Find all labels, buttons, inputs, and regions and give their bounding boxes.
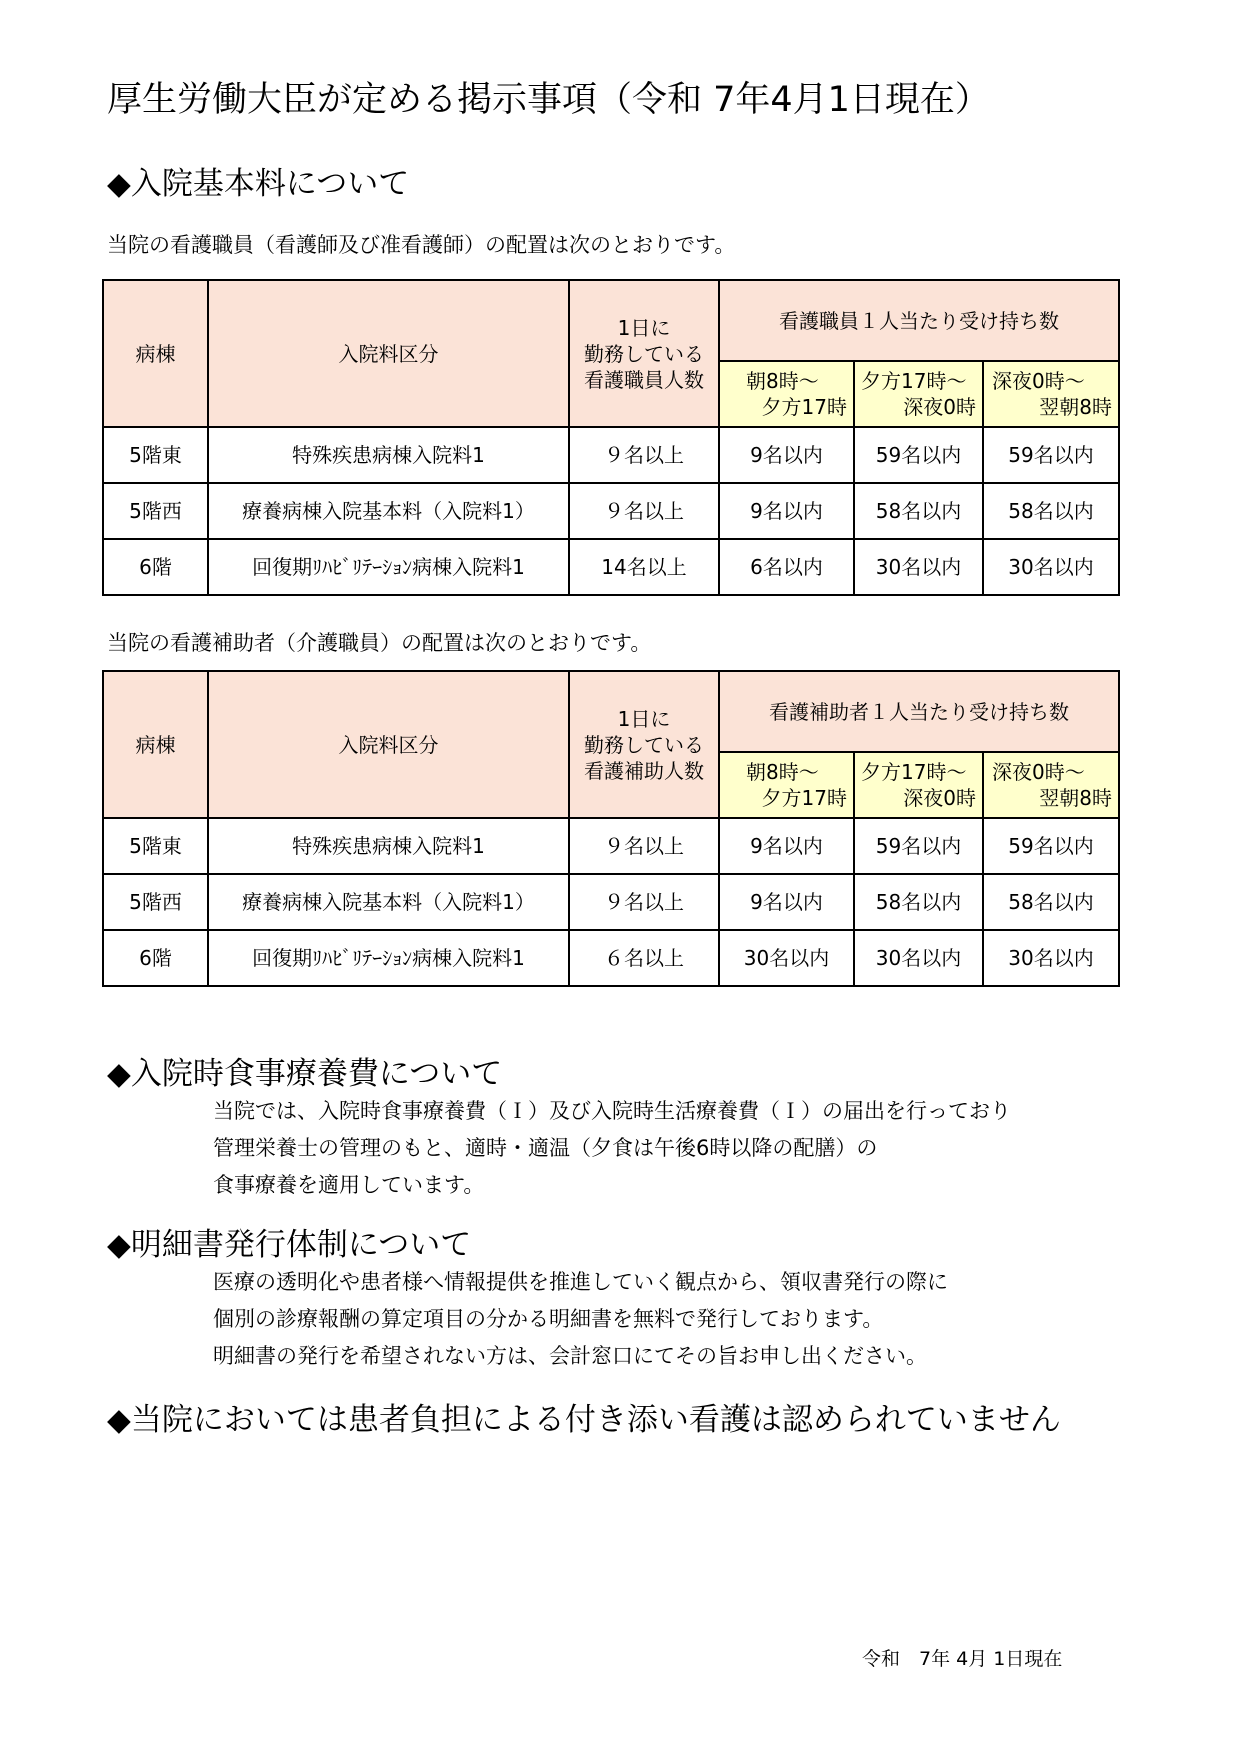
- page-title: 厚生労働大臣が定める掲示事項（令和 7年4月1日現在）: [107, 80, 990, 120]
- statement-line: 個別の診療報酬の算定項目の分かる明細書を無料で発行しております。: [213, 1307, 884, 1331]
- staff-cell: ９名以上: [569, 483, 719, 539]
- evening-ratio-cell: 58名以内: [854, 483, 983, 539]
- header-shift-night: 深夜0時～ 翌朝8時: [983, 361, 1119, 427]
- header-ratio-group: 看護補助者１人当たり受け持ち数: [719, 671, 1119, 752]
- day-ratio-cell: 9名以内: [719, 427, 854, 483]
- evening-ratio-cell: 59名以内: [854, 818, 983, 874]
- night-ratio-cell: 58名以内: [983, 483, 1119, 539]
- table-row: [103, 818, 1119, 874]
- staff-cell: ６名以上: [569, 930, 719, 986]
- statement-line: 明細書の発行を希望されない方は、会計窓口にてその旨お申し出ください。: [213, 1344, 927, 1368]
- category-cell: 特殊疾患病棟入院料1: [208, 427, 569, 483]
- evening-ratio-cell: 30名以内: [854, 930, 983, 986]
- aide-intro-text: 当院の看護補助者（介護職員）の配置は次のとおりです。: [107, 631, 652, 655]
- meal-line: 当院では、入院時食事療養費（Ｉ）及び入院時生活療養費（Ｉ）の届出を行っており: [213, 1099, 1011, 1123]
- basic-fee-heading: ◆入院基本料について: [107, 166, 410, 202]
- header-shift-day: 朝8時～ 夕方17時: [719, 361, 854, 427]
- header-staff-count: 1日に 勤務している 看護補助人数: [569, 671, 719, 818]
- nurse-intro-text: 当院の看護職員（看護師及び准看護師）の配置は次のとおりです。: [107, 233, 736, 257]
- ward-cell: 6階: [103, 539, 208, 595]
- meal-line: 食事療養を適用しています。: [213, 1173, 485, 1197]
- ward-cell: 6階: [103, 930, 208, 986]
- day-ratio-cell: 30名以内: [719, 930, 854, 986]
- ward-cell: 5階西: [103, 483, 208, 539]
- meal-heading: ◆入院時食事療養費について: [107, 1056, 503, 1092]
- evening-ratio-cell: 59名以内: [854, 427, 983, 483]
- statement-heading: ◆明細書発行体制について: [107, 1227, 472, 1263]
- night-ratio-cell: 58名以内: [983, 874, 1119, 930]
- table-row: [103, 427, 1119, 483]
- category-cell: 回復期ﾘﾊﾋﾞﾘﾃｰｼｮﾝ病棟入院料1: [208, 930, 569, 986]
- meal-line: 管理栄養士の管理のもと、適時・適温（夕食は午後6時以降の配膳）の: [213, 1136, 878, 1160]
- category-cell: 療養病棟入院基本料（入院料1）: [208, 483, 569, 539]
- category-cell: 特殊疾患病棟入院料1: [208, 818, 569, 874]
- evening-ratio-cell: 58名以内: [854, 874, 983, 930]
- ward-cell: 5階西: [103, 874, 208, 930]
- header-staff-count: 1日に 勤務している 看護職員人数: [569, 280, 719, 427]
- header-shift-evening: 夕方17時～ 深夜0時: [854, 361, 983, 427]
- header-ratio-group: 看護職員１人当たり受け持ち数: [719, 280, 1119, 361]
- day-ratio-cell: 9名以内: [719, 483, 854, 539]
- header-shift-night: 深夜0時～ 翌朝8時: [983, 752, 1119, 818]
- category-cell: 回復期ﾘﾊﾋﾞﾘﾃｰｼｮﾝ病棟入院料1: [208, 539, 569, 595]
- day-ratio-cell: 9名以内: [719, 874, 854, 930]
- aide-staffing-table: [102, 670, 1120, 987]
- meal-paragraph: [213, 1093, 1011, 1204]
- statement-line: 医療の透明化や患者様へ情報提供を推進していく観点から、領収書発行の際に: [213, 1270, 948, 1294]
- day-ratio-cell: 6名以内: [719, 539, 854, 595]
- staff-cell: 14名以上: [569, 539, 719, 595]
- night-ratio-cell: 59名以内: [983, 427, 1119, 483]
- header-shift-evening: 夕方17時～ 深夜0時: [854, 752, 983, 818]
- day-ratio-cell: 9名以内: [719, 818, 854, 874]
- footer-date: 令和 7年 4月 1日現在: [862, 1648, 1063, 1670]
- table-row: [103, 874, 1119, 930]
- night-ratio-cell: 30名以内: [983, 539, 1119, 595]
- night-ratio-cell: 59名以内: [983, 818, 1119, 874]
- header-category: 入院料区分: [208, 280, 569, 427]
- category-cell: 療養病棟入院基本料（入院料1）: [208, 874, 569, 930]
- attendant-heading: ◆当院においては患者負担による付き添い看護は認められていません: [107, 1402, 1061, 1438]
- header-ward: 病棟: [103, 280, 208, 427]
- header-category: 入院料区分: [208, 671, 569, 818]
- ward-cell: 5階東: [103, 427, 208, 483]
- ward-cell: 5階東: [103, 818, 208, 874]
- table-row: [103, 483, 1119, 539]
- statement-paragraph: [213, 1264, 948, 1375]
- staff-cell: ９名以上: [569, 874, 719, 930]
- table-row: [103, 930, 1119, 986]
- header-ward: 病棟: [103, 671, 208, 818]
- table-row: [103, 539, 1119, 595]
- staff-cell: ９名以上: [569, 818, 719, 874]
- nurse-staffing-table: [102, 279, 1120, 596]
- night-ratio-cell: 30名以内: [983, 930, 1119, 986]
- evening-ratio-cell: 30名以内: [854, 539, 983, 595]
- header-shift-day: 朝8時～ 夕方17時: [719, 752, 854, 818]
- staff-cell: ９名以上: [569, 427, 719, 483]
